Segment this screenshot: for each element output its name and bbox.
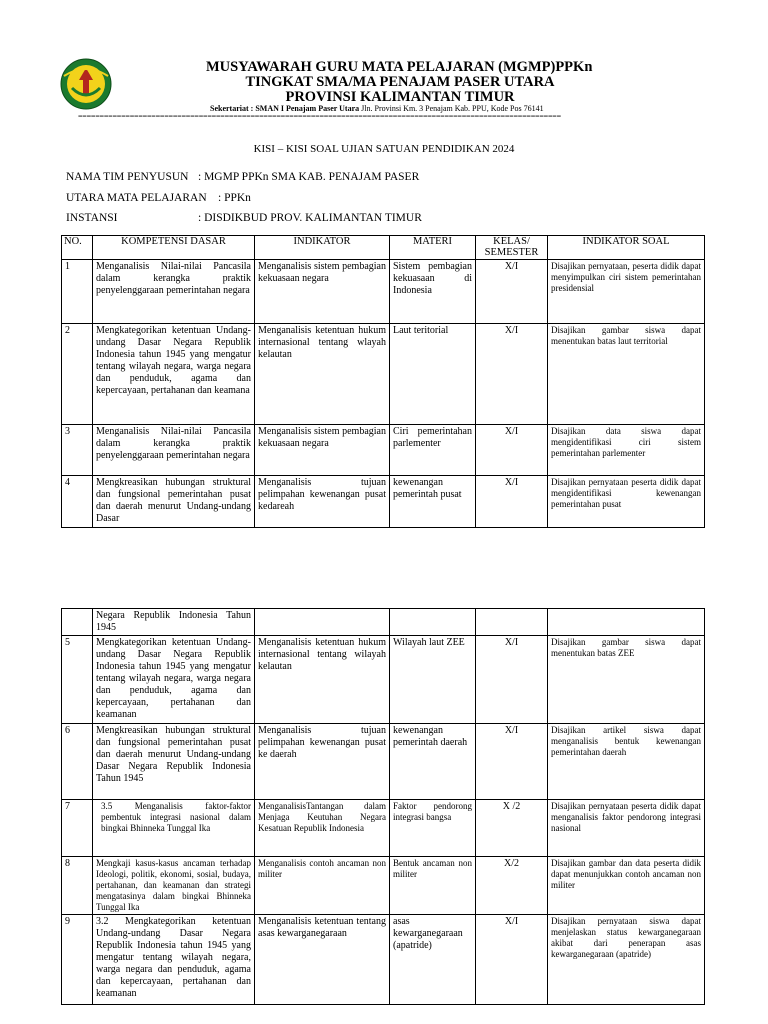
col-header-kd: KOMPETENSI DASAR [93, 236, 255, 260]
cell-no: 2 [62, 324, 93, 425]
cell-no: 1 [62, 260, 93, 324]
secretariat-line [210, 104, 544, 113]
letterhead-line-3: PROVINSI KALIMANTAN TIMUR [285, 89, 515, 105]
meta-subject [66, 192, 251, 204]
cell-kelas: X/I [476, 425, 548, 476]
cell-indikator: Menganalisis ketentuan tentang asas kewarganegaraan [255, 915, 390, 1005]
secretariat-label: Sekertariat : SMAN I Penajam Paser Utara [210, 104, 360, 113]
cell-no: 6 [62, 724, 93, 800]
col-header-indikator-soal: INDIKATOR SOAL [548, 236, 705, 260]
secretariat-address: Jln. Provinsi Km. 3 Penajam Kab. PPU, Kode Pos 76141 [359, 104, 544, 113]
cell-materi: kewenangan pemerintah pusat [390, 476, 476, 528]
document-title: KISI – KISI SOAL UJIAN SATUAN PENDIDIKAN 2024 [253, 143, 515, 155]
cell-materi: Sistem pembagian kekuasaan di Indonesia [390, 260, 476, 324]
cell-indikator-soal: Disajikan gambar siswa dapat menentukan batas laut territorial [548, 324, 705, 425]
meta-subject-label: UTARA MATA PELAJARAN [66, 192, 207, 204]
table-row [62, 609, 705, 636]
table-row [62, 476, 705, 528]
cell-kd: Mengkategorikan ketentuan Undang-undang Dasar Negara Republik Indonesia tahun 1945 yang mengatur tentang wilayah negara, warga negara dan penduduk, agama dan kepercayaan, pertahanan dan keamanan [93, 636, 255, 724]
table-row [62, 724, 705, 800]
cell-no: 5 [62, 636, 93, 724]
cell-indikator-soal: Disajikan gambar dan data peserta didik dapat menunjukkan contoh ancaman non militer [548, 857, 705, 915]
table-row [62, 800, 705, 857]
cell-no: 7 [62, 800, 93, 857]
table-row [62, 636, 705, 724]
kisi-table-page-1 [61, 235, 705, 528]
cell-no: 3 [62, 425, 93, 476]
cell-no: 4 [62, 476, 93, 528]
cell-kelas: X/I [476, 476, 548, 528]
cell-kelas [476, 609, 548, 636]
cell-kd: Menganalisis Nilai-nilai Pancasila dalam kerangka praktik penyelenggaraan pemerintahan negara [93, 425, 255, 476]
cell-indikator: MenganalisisTantangan dalam Menjaga Keutuhan Negara Kesatuan Republik Indonesia [255, 800, 390, 857]
cell-materi [390, 609, 476, 636]
cell-indikator: Menganalisis tujuan pelimpahan kewenangan pusat ke daerah [255, 724, 390, 800]
meta-agency-value: : DISDIKBUD PROV. KALIMANTAN TIMUR [198, 212, 422, 224]
cell-kd: 3.2 Mengkategorikan ketentuan Undang-undang Dasar Negara Republik Indonesia tahun 1945 yang mengatur tentang wilayah negara, warga negara dan penduduk, agama dan kepercayaan, pertahanan dan keamanan [93, 915, 255, 1005]
cell-indikator-soal: Disajikan pernyataan peserta didik dapat mengidentifikasi kewenangan pemerintahan pusat [548, 476, 705, 528]
cell-kd: Menganalisis Nilai-nilai Pancasila dalam kerangka praktik penyelenggaraan pemerintahan negara [93, 260, 255, 324]
table-row [62, 915, 705, 1005]
col-header-no: NO. [62, 236, 93, 260]
cell-indikator: Menganalisis contoh ancaman non militer [255, 857, 390, 915]
col-header-indikator: INDIKATOR [255, 236, 390, 260]
cell-kd: Mengkaji kasus-kasus ancaman terhadap Ideologi, politik, ekonomi, sosial, budaya, pertahanan, dan keamanan dan strategi mengatasinya dalam bingkai Bhinneka Tunggal Ika [93, 857, 255, 915]
meta-team-value: : MGMP PPKn SMA KAB. PENAJAM PASER [198, 171, 420, 183]
cell-no: 8 [62, 857, 93, 915]
cell-indikator: Menganalisis ketentuan hukum internasional tentang wilayah kelautan [255, 636, 390, 724]
cell-materi: Bentuk ancaman non militer [390, 857, 476, 915]
meta-subject-value: : PPKn [218, 192, 251, 204]
cell-indikator: Menganalisis sistem pembagian kekuasaan negara [255, 425, 390, 476]
cell-indikator-soal [548, 609, 705, 636]
cell-materi: Faktor pendorong integrasi bangsa [390, 800, 476, 857]
cell-indikator: Menganalisis sistem pembagian kekuasaan negara [255, 260, 390, 324]
cell-materi: asas kewarganegaraan (apatride) [390, 915, 476, 1005]
cell-indikator: Menganalisis tujuan pelimpahan kewenangan pusat kedareah [255, 476, 390, 528]
mgmp-emblem-logo [60, 58, 112, 110]
table-row [62, 857, 705, 915]
cell-kd: Mengkreasikan hubungan struktural dan fungsional pemerintahan pusat dan daerah menurut Undang-undang Dasar Negara Republik Indonesia Tahun 1945 [93, 724, 255, 800]
cell-no [62, 609, 93, 636]
letterhead [190, 60, 610, 105]
col-header-kelas: KELAS/ SEMESTER [476, 236, 548, 260]
cell-kelas: X/I [476, 260, 548, 324]
table-row [62, 260, 705, 324]
table-row [62, 324, 705, 425]
cell-indikator-soal: Disajikan artikel siswa dapat menganalisis bentuk kewenangan pemerintahan daerah [548, 724, 705, 800]
cell-materi: Wilayah laut ZEE [390, 636, 476, 724]
cell-kelas: X/I [476, 724, 548, 800]
cell-materi: kewenangan pemerintah daerah [390, 724, 476, 800]
cell-indikator: Menganalisis ketentuan hukum internasional tentang wlayah kelautan [255, 324, 390, 425]
cell-kd: 3.5 Menganalisis faktor-faktor pembentuk integrasi nasional dalam bingkai Bhinneka Tunggal Ika [93, 800, 255, 857]
col-header-materi: MATERI [390, 236, 476, 260]
meta-team-label: NAMA TIM PENYUSUN [66, 171, 189, 183]
cell-kd: Mengkategorikan ketentuan Undang-undang Dasar Negara Republik Indonesia tahun 1945 yang mengatur tentang wilayah negara, warga negara dan penduduk, agama dan kepercayaan, pertahanan dan keamana [93, 324, 255, 425]
meta-agency-label: INSTANSI [66, 212, 118, 224]
table-header-row [62, 236, 705, 260]
cell-indikator [255, 609, 390, 636]
cell-indikator-soal: Disajikan pernyataan, peserta didik dapat menyimpulkan ciri sistem pemerintahan presidensial [548, 260, 705, 324]
cell-kelas: X/I [476, 915, 548, 1005]
cell-kelas: X/I [476, 636, 548, 724]
cell-kd: Negara Republik Indonesia Tahun 1945 [93, 609, 255, 636]
meta-team [66, 171, 420, 183]
cell-kelas: X/2 [476, 857, 548, 915]
cell-kelas: X/I [476, 324, 548, 425]
cell-kd: Mengkreasikan hubungan struktural dan fungsional pemerintahan pusat dan daerah menurut Undang-undang Dasar [93, 476, 255, 528]
cell-materi: Ciri pemerintahan parlementer [390, 425, 476, 476]
cell-kelas: X /2 [476, 800, 548, 857]
cell-indikator-soal: Disajikan pernyataan peserta didik dapat menganalisis faktor pendorong integrasi nasional [548, 800, 705, 857]
cell-indikator-soal: Disajikan pernyataan siswa dapat menjelaskan status kewarganegaraan akibat dari penerapan asas kewarganegaraan (apatride) [548, 915, 705, 1005]
meta-agency [66, 212, 422, 224]
cell-indikator-soal: Disajikan data siswa dapat mengidentifikasi ciri sistem pemerintahan parlementer [548, 425, 705, 476]
cell-no: 9 [62, 915, 93, 1005]
cell-materi: Laut teritorial [390, 324, 476, 425]
header-divider: ================================================================================================================ [78, 113, 561, 121]
letterhead-line-1: MUSYAWARAH GURU MATA PELAJARAN (MGMP)PPKn [206, 59, 593, 75]
table-row [62, 425, 705, 476]
cell-indikator-soal: Disajikan gambar siswa dapat menentukan batas ZEE [548, 636, 705, 724]
letterhead-line-2: TINGKAT SMA/MA PENAJAM PASER UTARA [245, 74, 555, 90]
kisi-table-page-2 [61, 608, 705, 1005]
